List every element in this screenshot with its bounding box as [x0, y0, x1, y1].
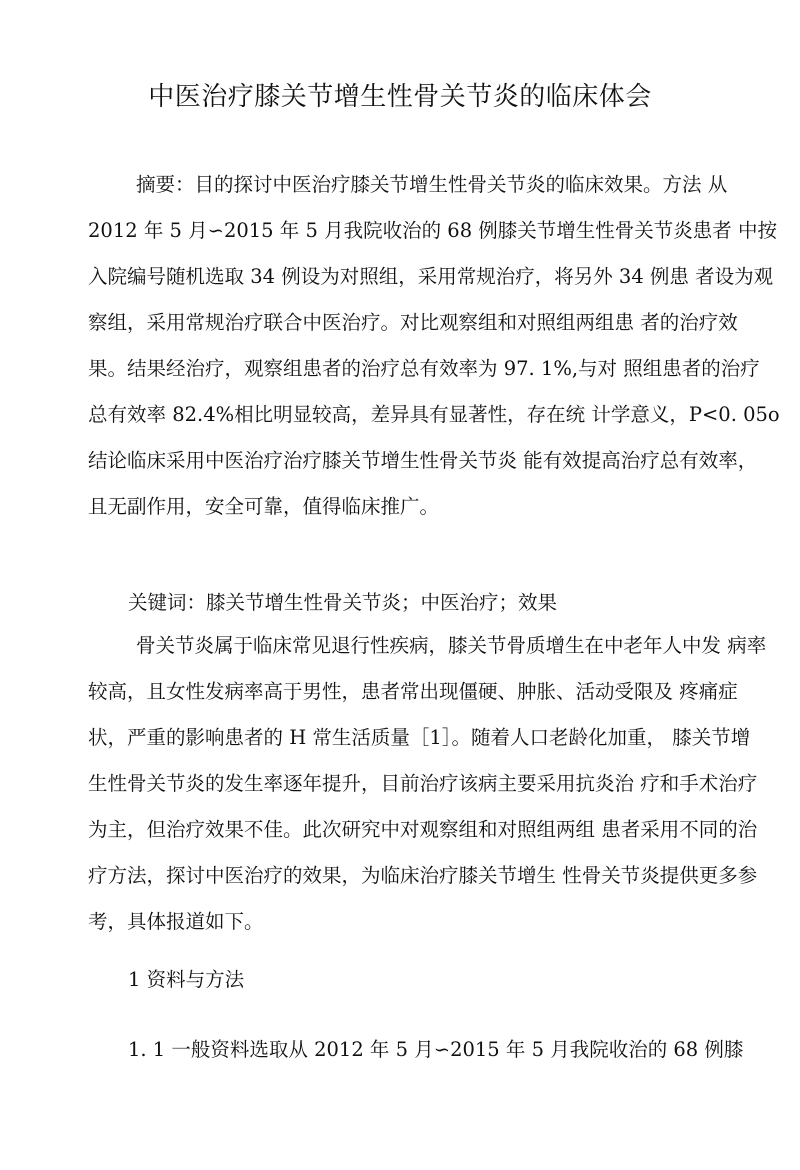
body-line: 为主，但治疗效果不佳。此次研究中对观察组和对照组两组 患者采用不同的治 — [88, 818, 758, 841]
keywords: 关键词：膝关节增生性骨关节炎；中医治疗；效果 — [128, 591, 558, 614]
abstract-line: 察组，采用常规治疗联合中医治疗。对比观察组和对照组两组患 者的治疗效 — [88, 311, 738, 334]
abstract-line: 且无副作用，安全可靠，值得临床推广。 — [88, 495, 440, 518]
body-line: 生性骨关节炎的发生率逐年提升，目前治疗该病主要采用抗炎治 疗和手术治疗 — [88, 772, 758, 795]
abstract-line: 2012 年 5 月∽2015 年 5 月我院收治的 68 例膝关节增生性骨关节炎患者 中按 — [88, 219, 778, 242]
abstract-line: 总有效率 82.4%相比明显较高，差异具有显著性，存在统 计学意义，P<0. 05o — [88, 403, 780, 426]
document-title: 中医治疗膝关节增生性骨关节炎的临床体会 — [148, 82, 652, 112]
body-line: 疗方法，探讨中医治疗的效果，为临床治疗膝关节增生 性骨关节炎提供更多参 — [88, 864, 758, 887]
body-line: 骨关节炎属于临床常见退行性疾病，膝关节骨质增生在中老年人中发 病率 — [136, 634, 767, 657]
body-line: 状，严重的影响患者的 H 常生活质量［1］。随着人口老龄化加重， 膝关节增 — [88, 726, 751, 749]
abstract-line: 结论临床采用中医治疗治疗膝关节增生性骨关节炎 能有效提高治疗总有效率， — [88, 449, 758, 472]
subsection-line: 1. 1 一般资料选取从 2012 年 5 月∽2015 年 5 月我院收治的 68 例膝 — [128, 1038, 744, 1061]
body-line: 考，具体报道如下。 — [88, 910, 264, 933]
abstract-line: 入院编号随机选取 34 例设为对照组，采用常规治疗，将另外 34 例患 者设为观 — [88, 265, 774, 288]
body-line: 较高，且女性发病率高于男性，患者常出现僵硬、肿胀、活动受限及 疼痛症 — [88, 680, 738, 703]
abstract-line: 摘要：目的探讨中医治疗膝关节增生性骨关节炎的临床效果。方法 从 — [136, 173, 728, 196]
abstract-line: 果。结果经治疗，观察组患者的治疗总有效率为 97. 1%,与对 照组患者的治疗 — [88, 357, 760, 380]
section-heading: 1 资料与方法 — [128, 968, 245, 991]
